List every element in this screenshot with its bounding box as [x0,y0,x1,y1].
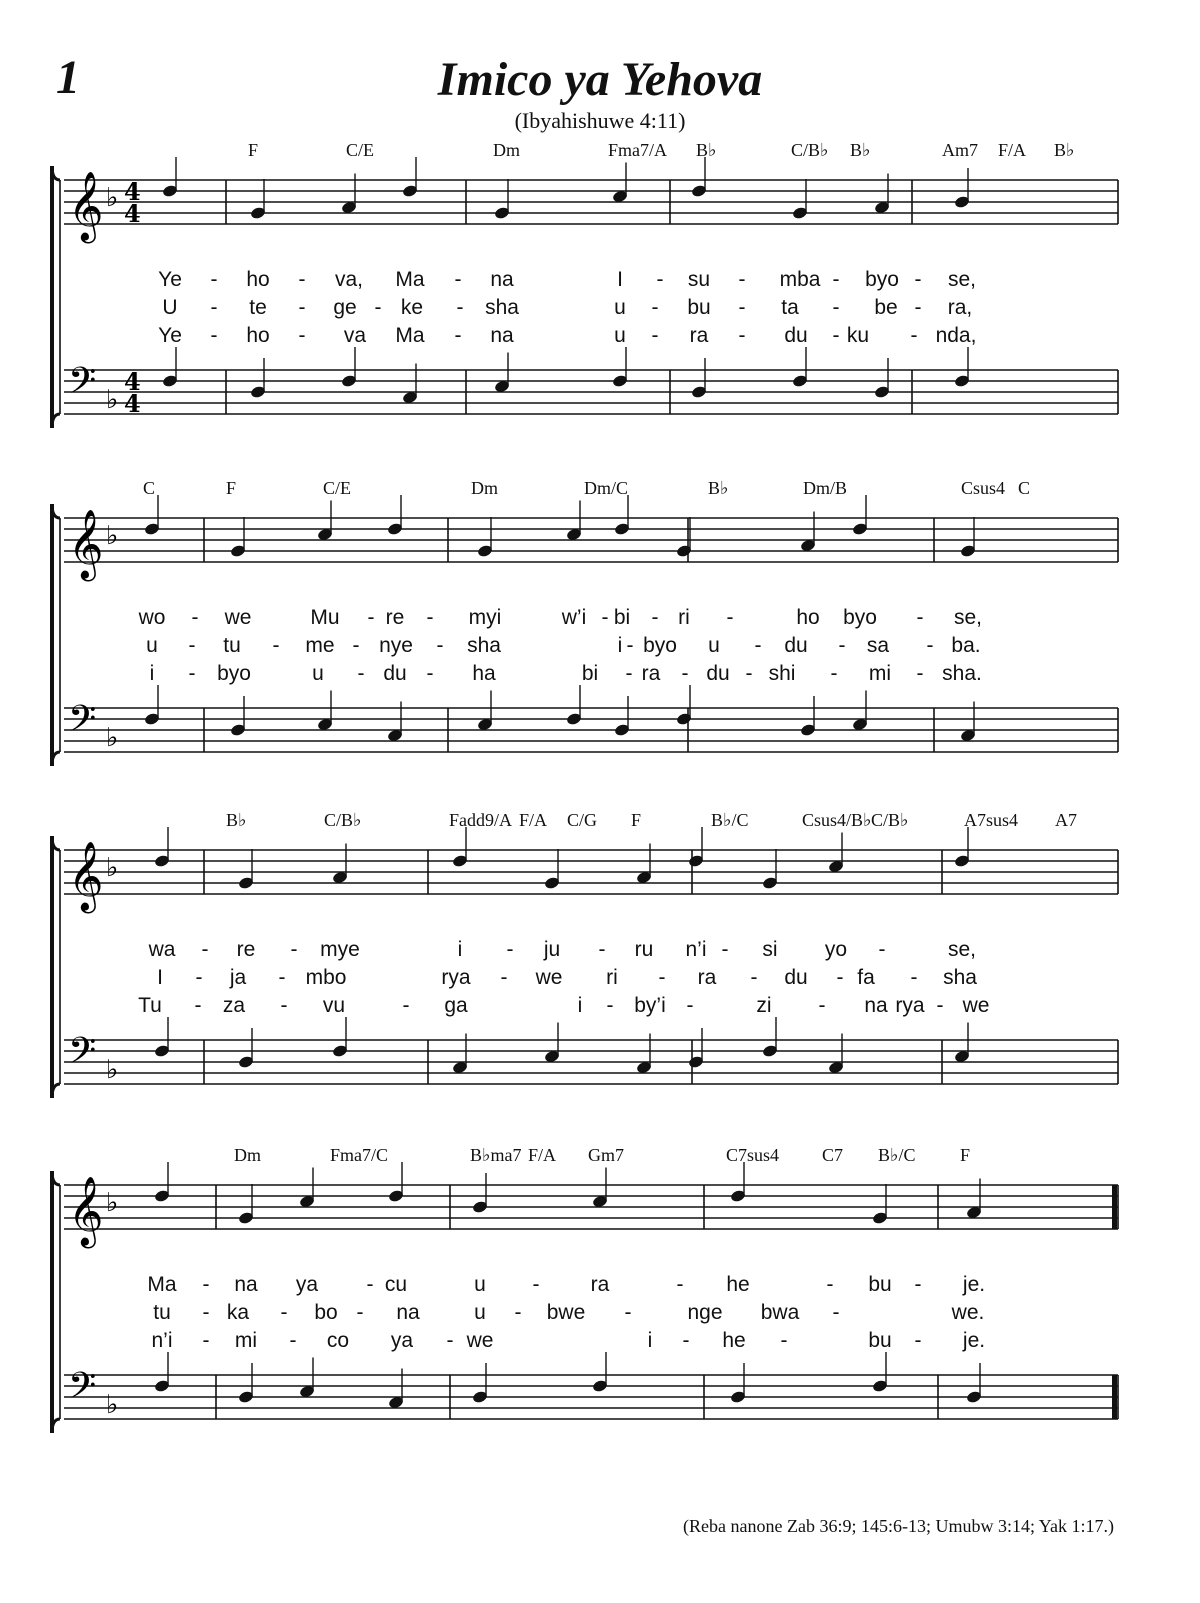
lyric-hyphen: - [658,966,666,989]
chord-symbol: B♭/C [878,1145,916,1165]
flat-key-signature-icon: ♭ [106,385,119,415]
lyric-hyphen: - [298,268,306,291]
chord-symbol: C7sus4 [726,1145,780,1165]
chord-symbol: C/B♭ [871,810,909,830]
lyric-syllable: ka [226,1301,250,1324]
lyric-hyphen: - [356,1301,364,1324]
chord-symbol: C/G [567,810,598,830]
lyric-syllable: su [687,268,711,291]
lyric-syllable: mye [320,938,360,961]
lyric-syllable: ri [678,606,690,629]
lyric-syllable: ra [590,1273,610,1296]
lyric-hyphen: - [514,1301,522,1324]
lyric-syllable: na [864,994,888,1017]
lyric-syllable: byo [843,606,877,629]
lyric-syllable: ge [333,296,357,319]
lyric-hyphen: - [754,634,762,657]
lyric-syllable: yo [824,938,848,961]
lyric-syllable: wo [138,606,166,629]
lyric-syllable: ju [543,938,561,961]
lyric-syllable: sha. [942,662,982,685]
lyric-syllable: myi [468,606,502,629]
lyric-syllable: sa [866,634,890,657]
chord-symbol: B♭ [226,810,247,830]
lyric-syllable: he [726,1273,750,1296]
lyric-hyphen: - [194,994,202,1017]
chord-symbol: F/A [998,140,1027,160]
lyric-syllable: ho [246,268,270,291]
chord-symbol: Dm [471,478,498,498]
lyric-syllable: ho [246,324,270,347]
lyric-syllable: na [490,268,514,291]
chord-symbol: B♭ [696,140,717,160]
lyric-syllable: sha [467,634,501,657]
flat-key-signature-icon: ♭ [106,1390,119,1420]
flat-key-signature-icon: ♭ [106,521,119,551]
chord-symbol: F/A [528,1145,557,1165]
lyric-hyphen: - [721,938,729,961]
lyric-syllable: Ma [147,1273,177,1296]
bass-clef-icon: 𝄢 [68,698,97,749]
lyric-syllable: rya [441,966,471,989]
lyric-hyphen: - [625,662,633,685]
lyric-syllable: bi [613,606,631,629]
lyric-syllable: du [784,324,808,347]
lyric-syllable: du [383,662,407,685]
lyric-syllable: ku [846,324,870,347]
footer-references: (Reba nanone Zab 36:9; 145:6-13; Umubw 3:14; Yak 1:17.) [683,1516,1114,1536]
lyric-hyphen: - [914,296,922,319]
lyric-syllable: nda, [935,324,977,347]
chord-symbol: A7 [1055,810,1077,830]
lyric-syllable: ra [697,966,717,989]
lyric-hyphen: - [601,606,609,629]
chord-symbol: B♭ [1054,140,1075,160]
lyric-hyphen: - [818,994,826,1017]
hymn-title: Imico ya Yehova [437,53,763,106]
lyric-syllable: na [396,1301,420,1324]
chord-symbol: F [960,1145,971,1165]
chord-symbol: Fma7/C [330,1145,389,1165]
lyric-hyphen: - [878,938,886,961]
lyric-syllable: bu [687,296,711,319]
lyric-syllable: n’i [685,938,707,961]
lyric-hyphen: - [651,324,659,347]
lyric-syllable: si [762,938,778,961]
lyric-syllable: sha [943,966,977,989]
lyric-hyphen: - [426,606,434,629]
lyric-syllable: na [234,1273,258,1296]
lyric-syllable: ri [606,966,618,989]
lyric-syllable: ra [641,662,661,685]
treble-staff [64,1176,1118,1248]
lyric-hyphen: - [456,296,464,319]
chord-symbol: Csus4 [961,478,1006,498]
chord-symbol: Fadd9/A [449,810,512,830]
lyric-syllable: ja [229,966,247,989]
lyric-hyphen: - [916,662,924,685]
bass-clef-icon: 𝄢 [68,1365,97,1416]
lyric-hyphen: - [278,966,286,989]
lyric-syllable: i [457,938,463,961]
treble-staff [64,841,1118,913]
lyric-hyphen: - [916,606,924,629]
lyric-syllable: u [474,1273,486,1296]
lyric-syllable: Mu [310,606,340,629]
lyric-hyphen: - [374,296,382,319]
lyric-syllable: Ye [158,324,182,347]
treble-clef-icon: 𝄞 [68,1176,104,1246]
chord-symbol: B♭ma7 [470,1145,522,1165]
lyric-hyphen: - [914,1329,922,1352]
chord-symbol: C7 [822,1145,844,1165]
lyric-syllable: mba [779,268,821,291]
lyric-syllable: ho [796,606,820,629]
lyric-hyphen: - [367,606,375,629]
lyric-hyphen: - [202,1301,210,1324]
bass-staff [64,1365,1118,1420]
lyric-syllable: Ma [395,268,425,291]
lyric-syllable: U [162,296,178,319]
lyric-syllable: du [706,662,730,685]
lyric-hyphen: - [202,1273,210,1296]
lyric-syllable: ra [689,324,709,347]
time-signature: 4 [124,367,141,396]
lyric-hyphen: - [626,634,634,657]
lyric-hyphen: - [830,662,838,685]
lyric-syllable: wa [148,938,176,961]
final-barline [1112,1185,1117,1229]
lyric-hyphen: - [272,634,280,657]
lyric-hyphen: - [738,268,746,291]
time-signature: 4 [124,177,141,206]
treble-staff [64,509,1118,581]
lyric-hyphen: - [352,634,360,657]
lyric-hyphen: - [936,994,944,1017]
chord-symbol: C [1018,478,1031,498]
lyric-hyphen: - [676,1273,684,1296]
chord-symbol: A7sus4 [964,810,1019,830]
lyric-syllable: zi [756,994,772,1017]
lyric-hyphen: - [436,634,444,657]
chord-symbol: B♭ [850,140,871,160]
lyric-hyphen: - [910,324,918,347]
lyric-syllable: ya [295,1273,319,1296]
lyric-syllable: u [614,324,626,347]
lyric-syllable: u [708,634,720,657]
lyric-syllable: co [326,1329,350,1352]
scripture-reference: (Ibyahishuwe 4:11) [514,108,686,133]
lyric-hyphen: - [506,938,514,961]
lyric-syllable: se, [947,938,977,961]
lyric-syllable: bu [868,1329,892,1352]
lyric-hyphen: - [832,268,840,291]
lyric-hyphen: - [780,1329,788,1352]
lyric-syllable: shi [768,662,796,685]
lyric-syllable: by’i [634,994,666,1017]
chord-symbol: Dm [493,140,520,160]
chord-symbol: Gm7 [588,1145,624,1165]
lyric-syllable: we [962,994,990,1017]
lyric-hyphen: - [532,1273,540,1296]
chord-symbol: C/B♭ [791,140,829,160]
lyric-hyphen: - [651,606,659,629]
lyric-syllable: we [535,966,563,989]
bass-staff [64,698,1118,753]
final-barline [1112,1375,1117,1419]
lyric-syllable: i [617,634,623,657]
lyric-syllable: mi [234,1329,258,1352]
lyric-hyphen: - [838,634,846,657]
lyric-hyphen: - [651,296,659,319]
lyric-hyphen: - [738,296,746,319]
chord-symbol: C [143,478,156,498]
lyric-syllable: bo [314,1301,338,1324]
lyric-hyphen: - [280,1301,288,1324]
bass-clef-icon: 𝄢 [68,360,97,411]
lyric-hyphen: - [598,938,606,961]
lyric-syllable: ha [472,662,496,685]
lyric-hyphen: - [914,268,922,291]
lyric-syllable: rya [895,994,925,1017]
lyric-syllable: du [784,966,808,989]
lyric-syllable: re [236,938,256,961]
lyric-syllable: va [343,324,367,347]
lyric-syllable: nye [379,634,413,657]
lyric-syllable: du [784,634,808,657]
chord-symbol: Dm [234,1145,261,1165]
lyric-syllable: byo [217,662,251,685]
lyric-hyphen: - [298,324,306,347]
lyric-syllable: u [146,634,158,657]
lyric-hyphen: - [210,296,218,319]
lyric-hyphen: - [366,1273,374,1296]
lyric-hyphen: - [290,938,298,961]
lyric-hyphen: - [188,662,196,685]
staff-system [0,478,1200,768]
lyric-hyphen: - [426,662,434,685]
lyric-hyphen: - [832,1301,840,1324]
lyric-syllable: Tu [138,994,162,1017]
lyric-hyphen: - [750,966,758,989]
lyric-syllable: cu [384,1273,408,1296]
lyric-syllable: ta [781,296,799,319]
lyric-hyphen: - [832,296,840,319]
lyric-hyphen: - [926,634,934,657]
lyric-hyphen: - [914,1273,922,1296]
lyric-syllable: mi [868,662,892,685]
lyric-hyphen: - [606,994,614,1017]
time-signature: 4 [124,199,141,228]
lyric-syllable: se, [947,268,977,291]
lyric-hyphen: - [289,1329,297,1352]
lyric-hyphen: - [656,268,664,291]
chord-symbol: Dm/C [584,478,629,498]
chord-symbol: F/A [519,810,548,830]
treble-clef-icon: 𝄞 [68,509,104,579]
lyric-syllable: he [722,1329,746,1352]
lyric-hyphen: - [298,296,306,319]
lyric-syllable: i [577,994,583,1017]
lyric-hyphen: - [726,606,734,629]
chord-symbol: Csus4/B♭ [802,810,872,830]
lyric-hyphen: - [201,938,209,961]
chord-symbol: C/B♭ [324,810,362,830]
lyric-syllable: byo [643,634,677,657]
lyric-hyphen: - [357,662,365,685]
lyric-syllable: i [149,662,155,685]
lyric-syllable: n’i [151,1329,173,1352]
chord-symbol: C/E [346,140,375,160]
chord-symbol: C/E [323,478,352,498]
bass-clef-icon: 𝄢 [68,1030,97,1081]
lyric-syllable: we. [951,1301,985,1324]
lyric-syllable: mbo [305,966,347,989]
lyric-syllable: tu [153,1301,171,1324]
lyric-syllable: i [647,1329,653,1352]
lyric-hyphen: - [210,324,218,347]
lyric-syllable: u [312,662,324,685]
lyric-hyphen: - [836,966,844,989]
lyric-syllable: za [222,994,246,1017]
lyric-hyphen: - [832,324,840,347]
lyric-syllable: u [474,1301,486,1324]
lyric-hyphen: - [624,1301,632,1324]
lyric-syllable: vu [322,994,346,1017]
lyric-syllable: tu [223,634,241,657]
flat-key-signature-icon: ♭ [106,1055,119,1085]
lyric-syllable: ga [444,994,468,1017]
lyric-syllable: te [249,296,267,319]
lyric-syllable: na [490,324,514,347]
lyric-hyphen: - [210,268,218,291]
lyric-syllable: nge [687,1301,723,1324]
treble-clef-icon: 𝄞 [68,841,104,911]
flat-key-signature-icon: ♭ [106,723,119,753]
lyric-hyphen: - [910,966,918,989]
chord-symbol: B♭/C [711,810,749,830]
lyric-hyphen: - [454,324,462,347]
lyric-hyphen: - [191,606,199,629]
lyric-syllable: bu [868,1273,892,1296]
lyric-hyphen: - [195,966,203,989]
flat-key-signature-icon: ♭ [106,183,119,213]
lyric-syllable: bwa [760,1301,800,1324]
lyric-hyphen: - [454,268,462,291]
lyric-hyphen: - [280,994,288,1017]
lyric-hyphen: - [500,966,508,989]
lyric-syllable: byo [865,268,899,291]
lyric-syllable: ya [390,1329,414,1352]
chord-symbol: Am7 [942,140,978,160]
lyric-syllable: we [466,1329,494,1352]
time-signature: 4 [124,389,141,418]
lyric-syllable: I [617,268,623,291]
lyric-hyphen: - [745,662,753,685]
lyric-syllable: sha [485,296,519,319]
lyric-syllable: ra, [947,296,973,319]
lyric-hyphen: - [686,994,694,1017]
chord-symbol: Dm/B [803,478,848,498]
lyric-syllable: me [305,634,335,657]
chord-symbol: B♭ [708,478,729,498]
lyric-syllable: je. [962,1273,986,1296]
lyric-syllable: bi [581,662,599,685]
lyric-hyphen: - [402,994,410,1017]
lyric-hyphen: - [682,1329,690,1352]
lyric-syllable: Ma [395,324,425,347]
chord-symbol: F [226,478,237,498]
bass-staff [64,360,1118,418]
lyric-syllable: je. [962,1329,986,1352]
lyric-hyphen: - [202,1329,210,1352]
flat-key-signature-icon: ♭ [106,853,119,883]
lyric-hyphen: - [826,1273,834,1296]
lyric-syllable: ba. [951,634,981,657]
chord-symbol: F [631,810,642,830]
lyric-syllable: va, [334,268,364,291]
chord-symbol: F [248,140,259,160]
lyric-hyphen: - [681,662,689,685]
lyric-hyphen: - [188,634,196,657]
lyric-syllable: fa [857,966,875,989]
lyric-syllable: ke [400,296,424,319]
lyric-syllable: w’i [561,606,587,629]
lyric-syllable: u [614,296,626,319]
lyric-syllable: re [385,606,405,629]
lyric-syllable: se, [953,606,983,629]
lyric-syllable: Ye [158,268,182,291]
flat-key-signature-icon: ♭ [106,1188,119,1218]
hymn-number: 1 [56,51,80,104]
lyric-syllable: we [224,606,252,629]
chord-symbol: Fma7/A [608,140,668,160]
treble-clef-icon: 𝄞 [68,171,104,241]
lyric-syllable: I [157,966,163,989]
lyric-hyphen: - [446,1329,454,1352]
lyric-hyphen: - [738,324,746,347]
lyric-syllable: be [874,296,898,319]
lyric-syllable: bwe [546,1301,586,1324]
lyric-syllable: ru [634,938,654,961]
